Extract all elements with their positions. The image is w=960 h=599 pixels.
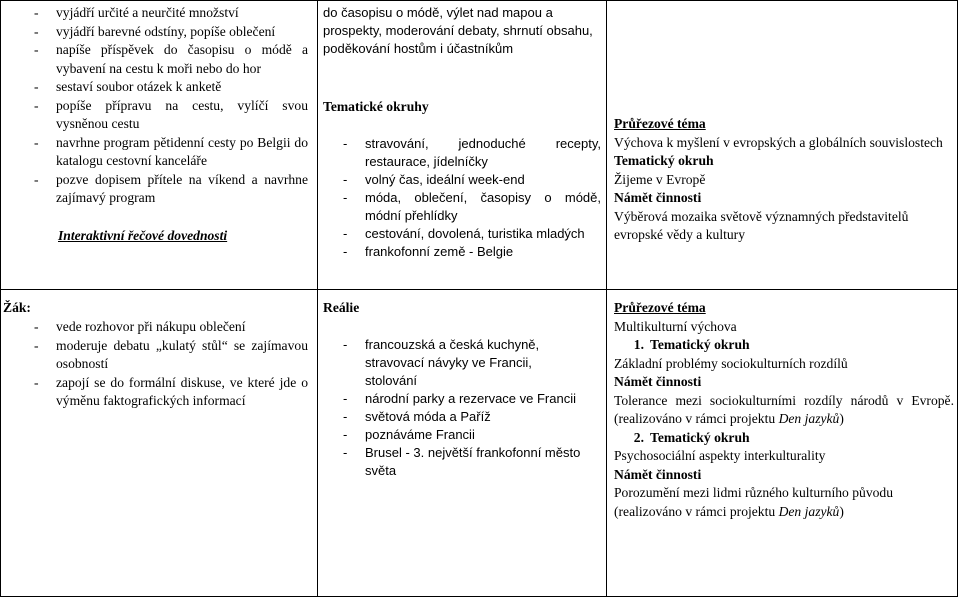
section-heading: Námět činnosti: [614, 466, 702, 482]
list-item: - pozve dopisem přítele na víkend a navrhne zajímavý program: [32, 171, 308, 208]
col1-bottom-cell: [32, 318, 308, 411]
list-item: - frankofonní země - Belgie: [341, 243, 601, 261]
list-item: - vyjádří barevné odstíny, popíše oblečení: [32, 23, 308, 42]
list-item: - cestování, dovolená, turistika mladých: [341, 225, 601, 243]
list-item: - Brusel - 3. největší frankofonní město světa: [341, 444, 581, 480]
list-item: - napíše příspěvek do časopisu o módě a vybavení na cestu k moři nebo do hor: [32, 41, 308, 78]
section-heading: Tematický okruh: [650, 337, 750, 352]
list-item: - moderuje debatu „kulatý stůl“ se zajímavou osobností: [32, 337, 308, 374]
list-item: - volný čas, ideální week-end: [341, 171, 601, 189]
section-heading: Reálie: [323, 300, 360, 315]
col2-top-cell: [323, 4, 601, 261]
project-name: Den jazyků: [778, 411, 840, 426]
text-part: Tolerance mezi sociokulturními rozdíly národů v Evropě. (realizováno v rámci projektu: [614, 392, 954, 426]
list-item: - vede rozhovor při nákupu oblečení: [32, 318, 308, 337]
list-item: - móda, oblečení, časopisy o módě, módní přehlídky: [341, 189, 601, 225]
list-item: - sestaví soubor otázek k anketě: [32, 78, 308, 97]
text-part: ): [839, 411, 844, 426]
list-item: - stravování, jednoduché recepty, restaurace, jídelníčky: [341, 135, 601, 171]
list-number: 1.: [633, 337, 644, 352]
text-part: ): [839, 503, 844, 519]
list-number: 2.: [633, 429, 644, 445]
section-heading: Interaktivní řečové dovednosti: [58, 227, 228, 243]
text-block: [614, 392, 954, 429]
list-item: - poznáváme Francii: [341, 426, 581, 444]
zak-label: Žák:: [3, 300, 31, 315]
numbered-heading: [614, 336, 954, 355]
list-item: - národní parky a rezervace ve Francii: [341, 390, 581, 408]
col2-bottom-cell: [323, 299, 601, 480]
section-heading: Tematické okruhy: [323, 99, 429, 114]
list-item: - vyjádří určité a neurčité množství: [32, 4, 308, 23]
text-block: [614, 484, 954, 521]
row-divider: [0, 289, 958, 290]
col3-top-cell: [614, 115, 954, 245]
column-divider-2: [606, 0, 607, 597]
text-block: Psychosociální aspekty interkulturality: [614, 448, 826, 463]
project-name: Den jazyků: [778, 503, 840, 519]
list-item: - francouzská a česká kuchyně, stravovací návyky ve Francii, stolování: [341, 336, 581, 390]
list-item: - světová móda a Paříž: [341, 408, 581, 426]
section-heading: Průřezové téma: [614, 116, 706, 131]
col1-top-cell: [32, 4, 308, 245]
intro-text: do časopisu o módě, výlet nad mapou a prospekty, moderování debaty, shrnutí obsahu, poděkování hostům i účastníkům: [323, 5, 593, 56]
col3-bottom-cell: [614, 299, 954, 521]
list-item: - navrhne program pětidenní cesty po Belgii do katalogu cestovní kanceláře: [32, 134, 308, 171]
section-heading: Námět činnosti: [614, 374, 702, 389]
section-heading: Námět činnosti: [614, 190, 702, 205]
list-item: - zapojí se do formální diskuse, ve které jde o výměnu faktografických informací: [32, 374, 308, 411]
text-block: Základní problémy sociokulturních rozdílů: [614, 355, 848, 371]
text-block: Multikulturní výchova: [614, 318, 737, 334]
text-block: Výchova k myšlení v evropských a globálních souvislostech: [614, 134, 943, 150]
section-heading: Průřezové téma: [614, 300, 706, 315]
numbered-heading: [614, 429, 954, 448]
column-divider-1: [317, 0, 318, 597]
text-block: Žijeme v Evropě: [614, 171, 706, 187]
text-block: Výběrová mozaika světově významných představitelů evropské vědy a kultury: [614, 208, 909, 242]
list-item: - popíše přípravu na cestu, vylíčí svou vysněnou cestu: [32, 97, 308, 134]
section-heading: Tematický okruh: [614, 153, 714, 168]
text-part: Porozumění mezi lidmi různého kulturního původu (realizováno v rámci projektu: [614, 485, 894, 519]
section-heading: Tematický okruh: [650, 429, 750, 445]
